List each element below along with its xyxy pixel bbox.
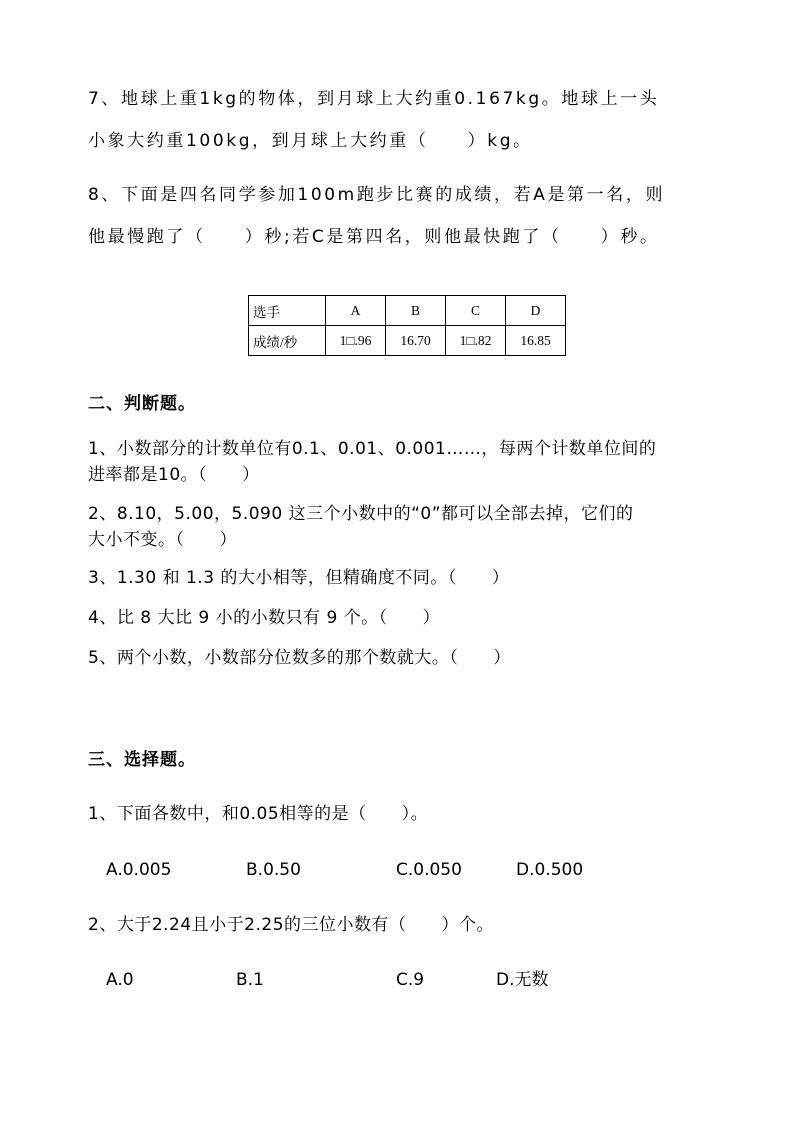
table-cell: A [326, 296, 386, 326]
table-row [249, 326, 566, 356]
q8-line1: 8、下面是四名同学参加100m跑步比赛的成绩，若A是第一名，则 [88, 185, 666, 205]
section2-item: 5、两个小数，小数部分位数多的那个数就大。（ ） [88, 648, 511, 668]
table-cell: D [506, 296, 566, 326]
q1-option-d: D.0.500 [516, 860, 584, 880]
q2-option-c: C.9 [396, 970, 425, 990]
section2-item: 2、8.10，5.00，5.090 这三个小数中的“0”都可以全部去掉，它们的 [88, 504, 634, 524]
q2-option-b: B.1 [236, 970, 264, 990]
q7-line2: 小象大约重100kg，到月球上大约重（ ）kg。 [88, 131, 533, 151]
table-cell: 成绩/秒 [249, 326, 326, 356]
q8-line2: 他最慢跑了（ ）秒;若C是第四名，则他最快跑了（ ）秒。 [88, 227, 660, 247]
q2-option-a: A.0 [106, 970, 134, 990]
table-header-row [249, 296, 566, 326]
section2-item: 大小不变。（ ） [88, 530, 237, 550]
section3-q1: 1、下面各数中，和0.05相等的是（ ）。 [88, 804, 429, 824]
q1-option-a: A.0.005 [106, 860, 172, 880]
table-cell: 16.70 [386, 326, 446, 356]
table-cell: B [386, 296, 446, 326]
table-cell: 1□.96 [326, 326, 386, 356]
section2-item: 3、1.30 和 1.3 的大小相等，但精确度不同。（ ） [88, 568, 510, 588]
q1-option-c: C.0.050 [396, 860, 462, 880]
q1-option-b: B.0.50 [246, 860, 301, 880]
section3-heading: 三、选择题。 [88, 750, 196, 770]
section2-item: 4、比 8 大比 9 小的小数只有 9 个。（ ） [88, 608, 441, 628]
q2-option-d: D.无数 [496, 970, 549, 990]
table-cell: 16.85 [506, 326, 566, 356]
table-cell: C [446, 296, 506, 326]
table-cell: 选手 [249, 296, 326, 326]
section2-item: 1、小数部分的计数单位有0.1、0.01、0.001……，每两个计数单位间的 [88, 439, 657, 459]
score-table [248, 295, 566, 356]
section3-q2: 2、大于2.24且小于2.25的三位小数有（ ）个。 [88, 915, 495, 935]
section2-item: 进率都是10。（ ） [88, 465, 260, 485]
section2-heading: 二、判断题。 [88, 394, 196, 414]
q7-line1: 7、地球上重1kg的物体，到月球上大约重0.167kg。地球上一头 [88, 89, 660, 109]
table-cell: 1□.82 [446, 326, 506, 356]
